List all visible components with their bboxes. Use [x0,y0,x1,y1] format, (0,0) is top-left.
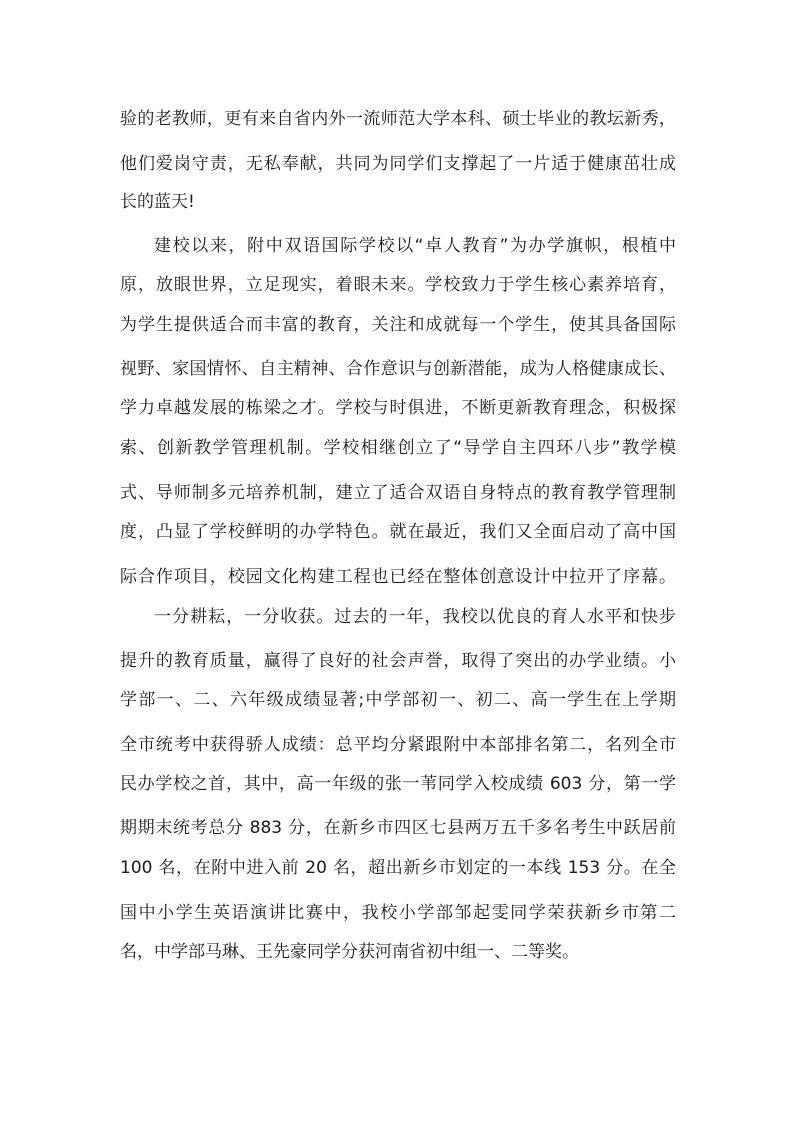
text-line: 提升的教育质量，赢得了良好的社会声誉，取得了突出的办学业绩。小 [120,651,676,671]
text-line: 全市统考中获得骄人成绩：总平均分紧跟附中本部排名第二，名列全市 [120,735,676,755]
text-line: 学力卓越发展的栋梁之才。学校与时俱进，不断更新教育理念，积极探 [120,398,676,418]
text-line: 索、创新教学管理机制。学校相继创立了“导学自主四环八步”教学模 [120,438,676,458]
paragraph-start-line: 一分耕耘，一分收获。过去的一年，我校以优良的育人水平和快步 [154,607,676,627]
text-line: 际合作项目，校园文化构建工程也已经在整体创意设计中拉开了序幕。 [120,567,676,587]
paragraph-start-line: 建校以来，附中双语国际学校以“卓人教育”为办学旗帜，根植中 [154,236,676,256]
text-line: 名，中学部马琳、王先豪同学分获河南省初中组一、二等奖。 [120,942,579,962]
text-line: 为学生提供适合而丰富的教育，关注和成就每一个学生，使其具备国际 [120,315,676,335]
text-line: 期期末统考总分 883 分，在新乡市四区七县两万五千多名考生中跃居前 [120,818,676,838]
text-line: 视野、家国情怀、自主精神、合作意识与创新潜能，成为人格健康成长、 [120,359,676,379]
text-line: 式、导师制多元培养机制，建立了适合双语自身特点的教育教学管理制 [120,483,676,503]
text-line: 民办学校之首，其中，高一年级的张一苇同学入校成绩 603 分，第一学 [120,774,676,794]
text-line: 度，凸显了学校鲜明的办学特色。就在最近，我们又全面启动了高中国 [120,522,676,542]
text-line: 原，放眼世界，立足现实，着眼未来。学校致力于学生核心素养培育， [120,275,676,295]
text-line: 他们爱岗守责，无私奉献，共同为同学们支撑起了一片适于健康茁壮成 [120,154,676,174]
text-line: 100 名，在附中进入前 20 名，超出新乡市划定的一本线 153 分。在全 [120,858,676,878]
text-line: 长的蓝天! [120,192,195,212]
text-line: 学部一、二、六年级成绩显著;中学部初一、初二、高一学生在上学期 [120,690,676,710]
text-line: 国中小学生英语演讲比赛中，我校小学部邹起雯同学荣获新乡市第二 [120,903,676,923]
text-line: 验的老教师，更有来自省内外一流师范大学本科、硕士毕业的教坛新秀， [120,109,676,129]
